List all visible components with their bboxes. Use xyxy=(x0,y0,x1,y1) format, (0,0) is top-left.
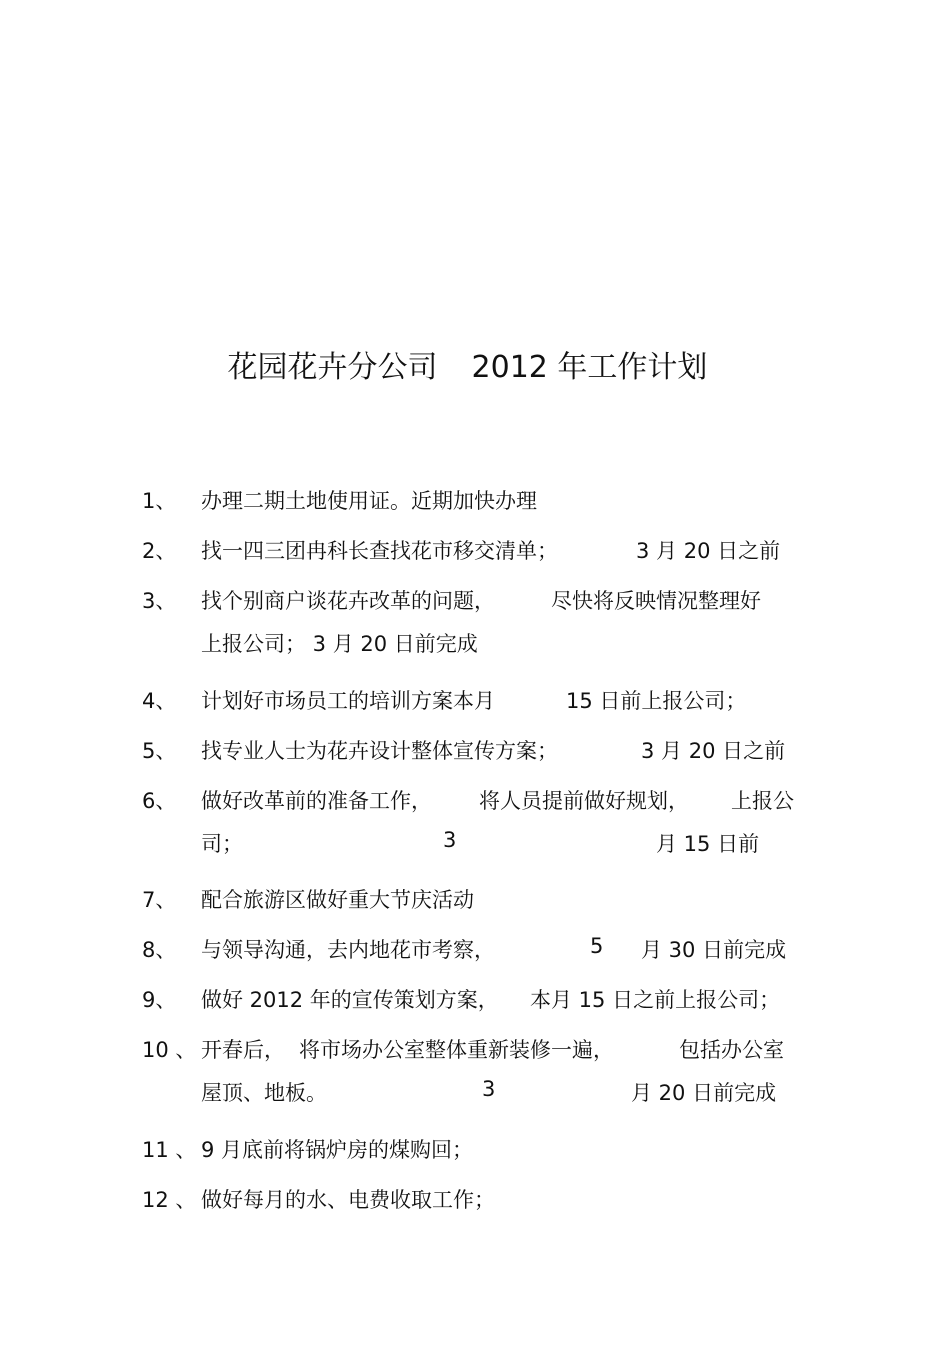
item-text: 计划好市场员工的培训方案本月 xyxy=(201,689,495,713)
item-number: 8、 xyxy=(142,938,177,962)
item-text: 做好改革前的准备工作， xyxy=(201,789,432,813)
item-number: 11 、 xyxy=(142,1138,197,1162)
item-number: 9、 xyxy=(142,988,177,1012)
item-number: 3、 xyxy=(142,589,177,613)
item-text: 9 月底前将锅炉房的煤购回； xyxy=(201,1138,474,1162)
item-text: 将市场办公室整体重新装修一遍， xyxy=(299,1038,614,1062)
item-deadline-month: 3 xyxy=(443,828,457,852)
item-number: 1、 xyxy=(142,489,177,513)
item-number: 2、 xyxy=(142,539,177,563)
item-number: 7、 xyxy=(142,888,177,912)
item-text: 上报公 xyxy=(731,789,794,813)
item-text: 尽快将反映情况整理好 xyxy=(551,589,761,613)
title-year-plan: 2012 年工作计划 xyxy=(471,350,708,385)
item-deadline-month: 3 xyxy=(482,1077,496,1101)
item-deadline-month: 5 xyxy=(590,934,604,958)
item-deadline: 3 月 20 日之前 xyxy=(641,739,786,763)
item-text: 将人员提前做好规划， xyxy=(479,789,689,813)
item-text-continued: 屋顶、地板。 xyxy=(201,1081,327,1105)
item-text: 做好 2012 年的宣传策划方案， xyxy=(201,988,499,1012)
item-deadline: 3 月 20 日之前 xyxy=(636,539,781,563)
item-text-continued: 上报公司； 3 月 20 日前完成 xyxy=(201,632,478,656)
item-deadline: 15 日前上报公司； xyxy=(566,689,747,713)
item-text: 办理二期土地使用证。近期加快办理 xyxy=(201,489,537,513)
item-deadline: 月 30 日前完成 xyxy=(641,938,787,962)
item-number: 10 、 xyxy=(142,1038,197,1062)
item-number: 6、 xyxy=(142,789,177,813)
item-text: 包括办公室 xyxy=(679,1038,784,1062)
item-text: 做好每月的水、电费收取工作； xyxy=(201,1188,495,1212)
item-text: 找个别商户谈花卉改革的问题， xyxy=(201,589,495,613)
item-text: 开春后， xyxy=(201,1038,285,1062)
item-number: 4、 xyxy=(142,689,177,713)
item-deadline: 月 20 日前完成 xyxy=(631,1081,777,1105)
title-company: 花园花卉分公司 xyxy=(227,350,438,385)
item-text: 与领导沟通，去内地花市考察， xyxy=(201,938,495,962)
item-text-continued: 司； xyxy=(201,832,243,856)
item-number: 12 、 xyxy=(142,1188,197,1212)
item-deadline: 本月 15 日之前上报公司； xyxy=(530,988,781,1012)
item-deadline: 月 15 日前 xyxy=(656,832,760,856)
item-text: 找一四三团冉科长查找花市移交清单； xyxy=(201,539,558,563)
item-text: 找专业人士为花卉设计整体宣传方案； xyxy=(201,739,558,763)
item-number: 5、 xyxy=(142,739,177,763)
item-text: 配合旅游区做好重大节庆活动 xyxy=(201,888,474,912)
